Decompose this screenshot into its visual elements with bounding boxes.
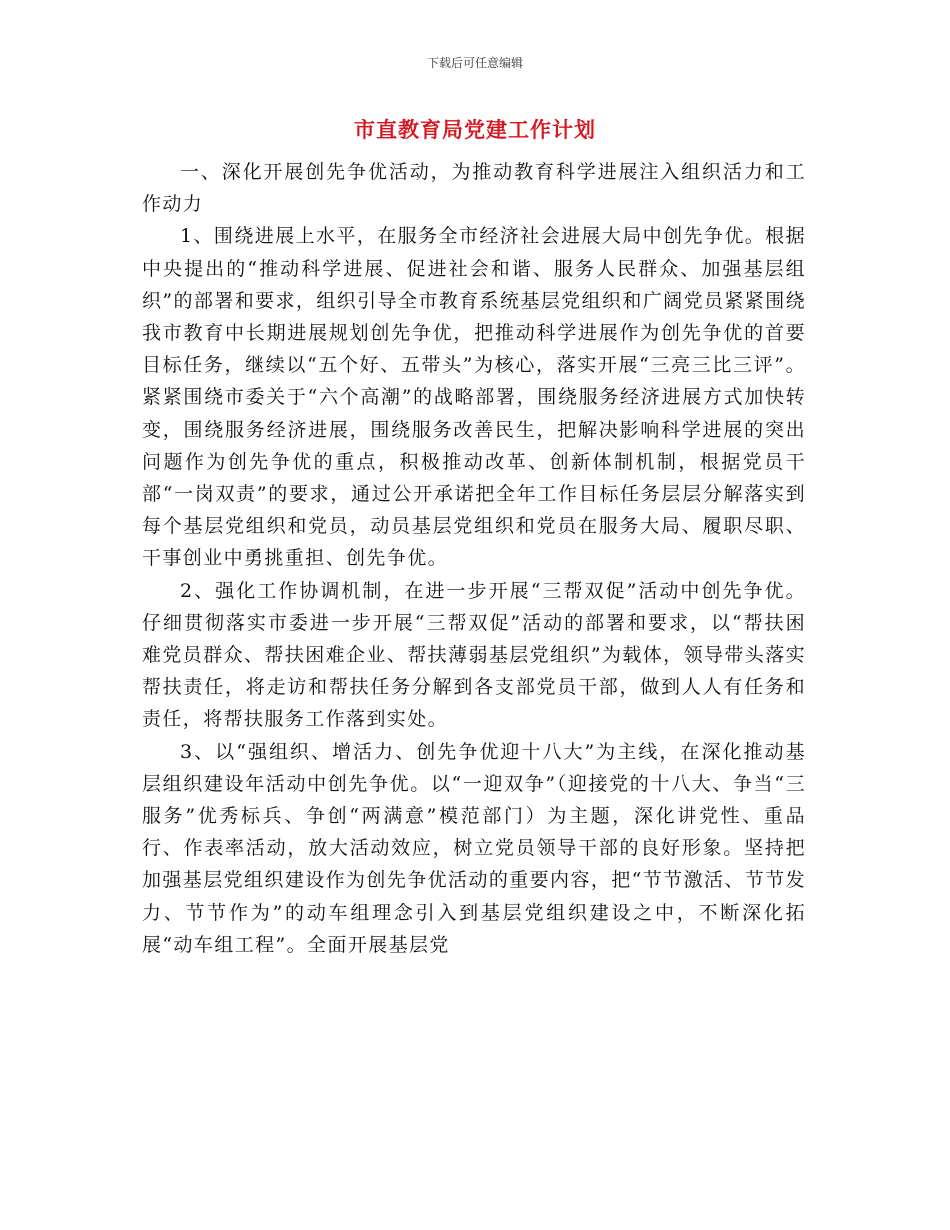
paragraph-section-heading: 一、深化开展创先争优活动，为推动教育科学进展注入组织活力和工作动力 [142, 161, 806, 216]
document-title: 市直教育局党建工作计划 [354, 118, 596, 142]
paragraph-item-3: 3、以“强组织、增活力、创先争优迎十八大”为主线，在深化推动基层组织建设年活动中创先争优。以“一迎双争”（迎接党的十八大、争当“三服务”优秀标兵、争创“两满意”模范部门）为主题，深化讲党性、重品行、作表率活动，放大活动效应，树立党员领导干部的良好形象。坚持把加强基层党组织建设作为创先争优活动的重要内容，把“节节激活、节节发力、节节作为”的动车组理念引入到基层党组织建设之中，不断深化拓展“动车组工程”。全面开展基层党 [142, 740, 806, 956]
document-body [142, 156, 806, 961]
header-note: 下载后可任意编辑 [426, 56, 523, 70]
paragraph-item-2: 2、强化工作协调机制，在进一步开展“三帮双促”活动中创先争优。仔细贯彻落实市委进一步开展“三帮双促”活动的部署和要求，以“帮扶困难党员群众、帮扶困难企业、帮扶薄弱基层党组织”为载体，领导带头落实帮扶责任，将走访和帮扶任务分解到各支部党员干部，做到人人有任务和责任，将帮扶服务工作落到实处。 [142, 579, 806, 731]
paragraph-item-1: 1、围绕进展上水平，在服务全市经济社会进展大局中创先争优。根据中央提出的“推动科学进展、促进社会和谐、服务人民群众、加强基层组织”的部署和要求，组织引导全市教育系统基层党组织和广阔党员紧紧围绕我市教育中长期进展规划创先争优，把推动科学进展作为创先争优的首要目标任务，继续以“五个好、五带头”为核心，落实开展“三亮三比三评”。紧紧围绕市委关于“六个高潮”的战略部署，围绕服务经济进展方式加快转变，围绕服务经济进展，围绕服务改善民生，把解决影响科学进展的突出问题作为创先争优的重点，积极推动改革、创新体制机制，根据党员干部“一岗双责”的要求，通过公开承诺把全年工作目标任务层层分解落实到每个基层党组织和党员，动员基层党组织和党员在服务大局、履职尽职、干事创业中勇挑重担、创先争优。 [142, 225, 806, 570]
